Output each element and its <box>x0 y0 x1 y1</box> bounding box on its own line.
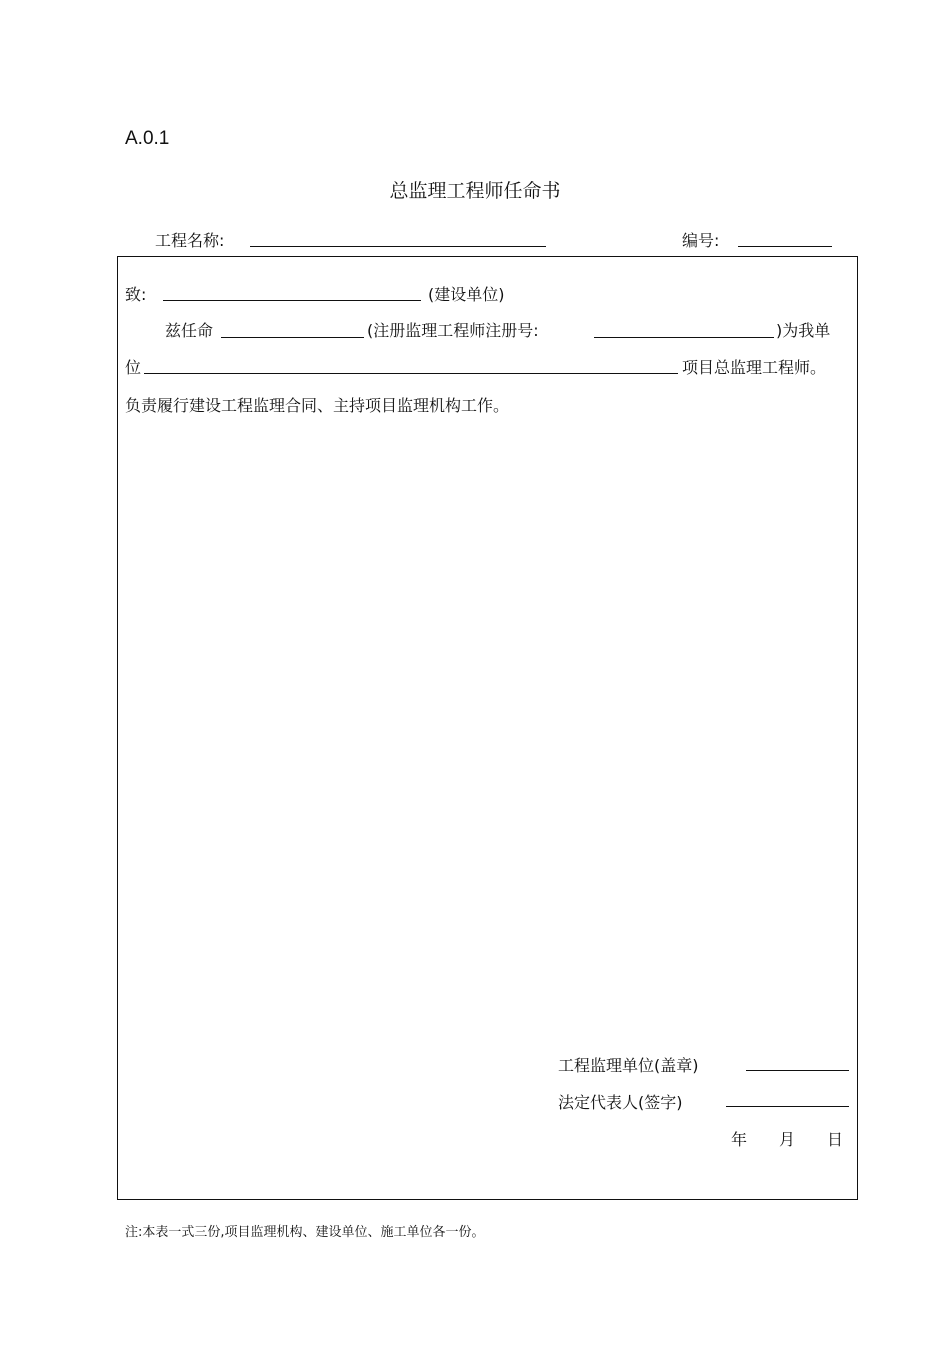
supervision-unit-label: 工程监理单位(盖章) <box>558 1056 699 1075</box>
form-title: 总监理工程师任命书 <box>389 180 561 202</box>
appoint-prefix: 兹任命 <box>165 321 214 340</box>
reg-suffix: )为我单 <box>776 321 831 340</box>
client-field[interactable] <box>163 300 421 301</box>
project-field[interactable] <box>144 373 678 374</box>
appointee-field[interactable] <box>221 337 364 338</box>
footnote: 注:本表一式三份,项目监理机构、建设单位、施工单位各一份。 <box>125 1225 485 1240</box>
form-code: A.0.1 <box>125 128 170 149</box>
unit-prefix: 位 <box>125 358 142 377</box>
date-day: 日 <box>827 1130 844 1149</box>
to-suffix: (建设单位) <box>428 285 505 304</box>
number-label: 编号: <box>682 231 720 250</box>
project-name-field[interactable] <box>250 246 546 247</box>
signature-field[interactable] <box>726 1106 849 1107</box>
seal-field[interactable] <box>746 1070 849 1071</box>
project-name-label: 工程名称: <box>155 231 225 250</box>
unit-suffix: 项目总监理工程师。 <box>682 358 827 377</box>
legal-rep-label: 法定代表人(签字) <box>558 1093 683 1112</box>
number-field[interactable] <box>738 246 832 247</box>
registration-number-field[interactable] <box>594 337 774 338</box>
reg-label: (注册监理工程师注册号: <box>367 321 539 340</box>
date-year: 年 <box>731 1130 748 1149</box>
date-month: 月 <box>779 1130 796 1149</box>
to-label: 致: <box>125 285 147 304</box>
duty-text: 负责履行建设工程监理合同、主持项目监理机构工作。 <box>125 396 510 415</box>
